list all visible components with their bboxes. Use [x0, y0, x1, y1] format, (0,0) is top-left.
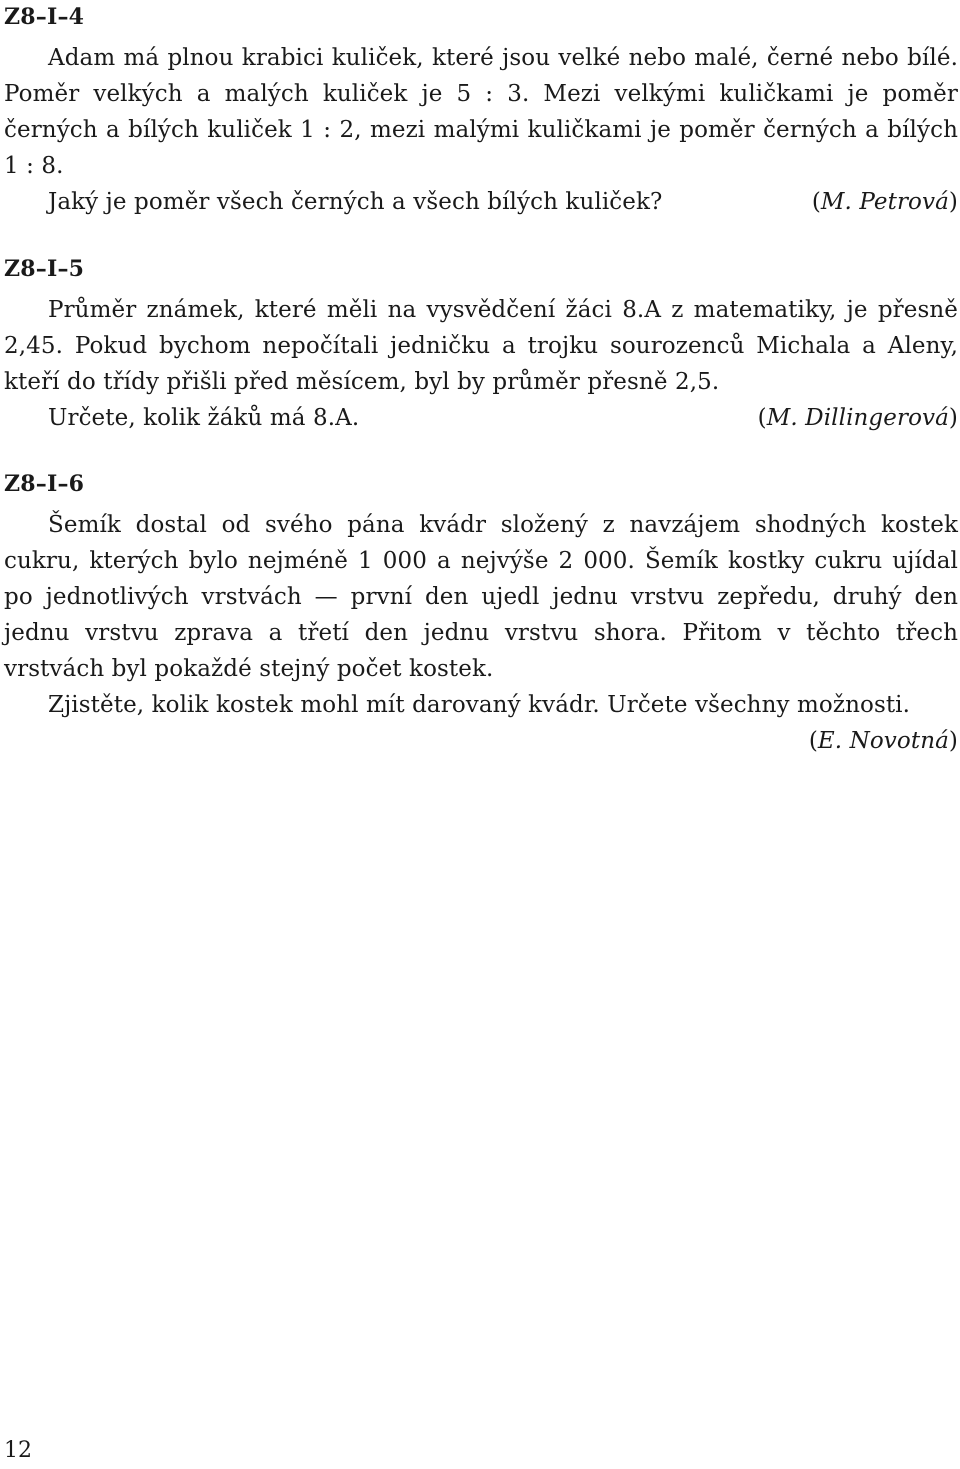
problem-id: Z8–I–5 [4, 256, 85, 282]
problem-paragraph: Průměr známek, které měli na vysvědčení žáci 8.A z matematiky, je přesně 2,45. Pokud bychom nepočítali jedničku a trojku sourozenců Michala a Aleny, kteří do třídy přišli před měsícem, byl by průměr přesně 2,5. [4, 297, 958, 395]
problem-z8-i-5 [4, 254, 958, 436]
problem-question [4, 400, 958, 436]
problem-text [4, 292, 958, 436]
problem-question [4, 184, 958, 220]
author-name: M. Petrová [820, 189, 949, 215]
problem-paragraph: Šemík dostal od svého pána kvádr složený z navzájem shodných kostek cukru, kterých bylo nejméně 1 000 a nejvýše 2 000. Šemík kostky cukru ujídal po jednotlivých vrstvách — první den ujedl jednu vrstvu zepředu, druhý den jednu vrstvu zprava a třetí den jednu vrstvu shora. Přitom v těchto třech vrstvách byl pokaždé stejný počet kostek. [4, 512, 958, 682]
page-number: 12 [4, 1438, 32, 1463]
question-text: Zjistěte, kolik kostek mohl mít darovaný kvádr. Určete všechny možnosti. [48, 692, 911, 718]
problem-paragraph: Adam má plnou krabici kuliček, které jsou velké nebo malé, černé nebo bílé. Poměr velkých a malých kuliček je 5 : 3. Mezi velkými kuličkami je poměr černých a bílých kuliček 1 : 2, mezi malými kuličkami je poměr černých a bílých 1 : 8. [4, 45, 958, 179]
problem-text [4, 507, 958, 759]
question-text: Určete, kolik žáků má 8.A. [48, 405, 360, 431]
problem-question [4, 687, 958, 754]
author-name: M. Dillingerová [766, 405, 949, 431]
problem-id: Z8–I–4 [4, 4, 85, 30]
question-text: Jaký je poměr všech černých a všech bílých kuliček? [48, 189, 663, 215]
author-name: E. Novotná [817, 728, 949, 754]
problem-z8-i-4 [4, 2, 958, 220]
problem-z8-i-6 [4, 469, 958, 759]
author-credit: (E. Novotná) [808, 728, 958, 754]
author-credit: (M. Petrová) [811, 189, 958, 215]
problem-text [4, 40, 958, 220]
problem-id: Z8–I–6 [4, 471, 85, 497]
author-credit: (M. Dillingerová) [757, 405, 958, 431]
